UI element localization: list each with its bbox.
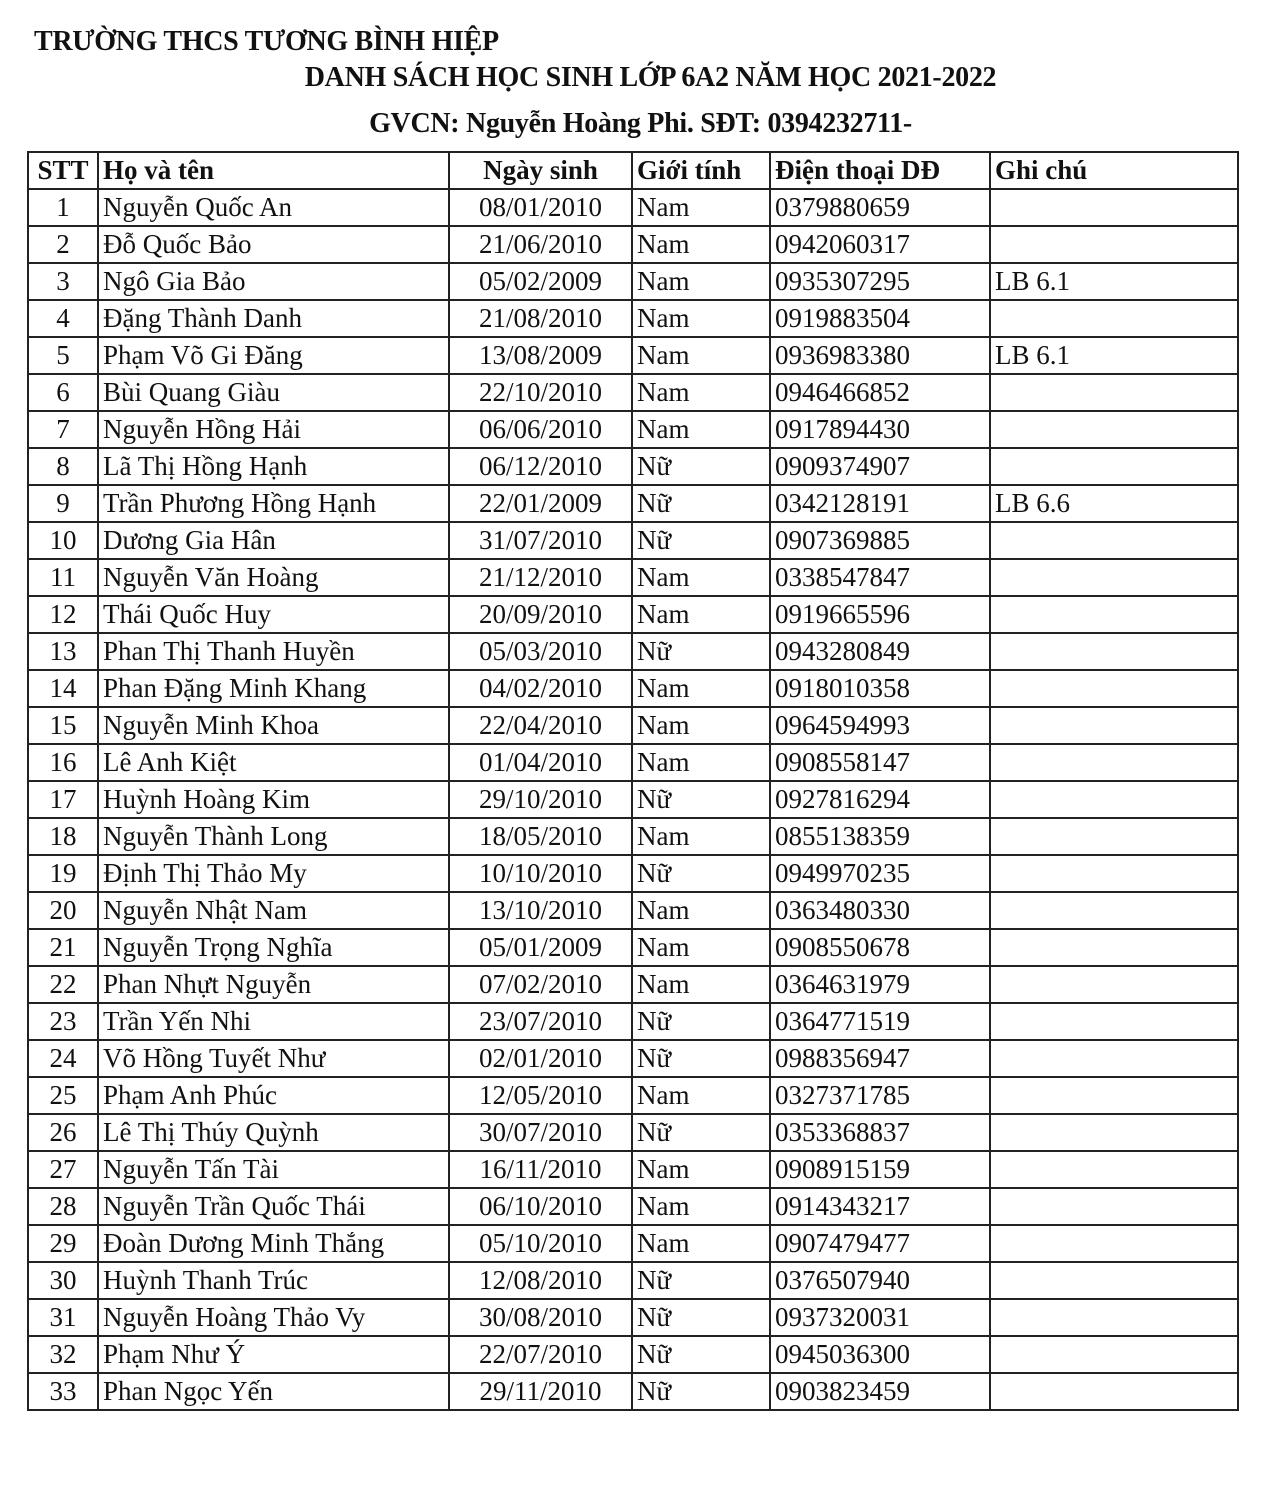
cell-phone: 0988356947 — [770, 1040, 990, 1077]
cell-stt: 14 — [28, 670, 98, 707]
table-row — [28, 1373, 1238, 1410]
table-row — [28, 781, 1238, 818]
table-row — [28, 855, 1238, 892]
table-row — [28, 374, 1238, 411]
cell-stt: 9 — [28, 485, 98, 522]
cell-dob: 05/02/2009 — [449, 263, 632, 300]
cell-note — [990, 522, 1238, 559]
cell-stt: 23 — [28, 1003, 98, 1040]
table-row — [28, 1188, 1238, 1225]
table-row — [28, 189, 1238, 226]
cell-note: LB 6.6 — [990, 485, 1238, 522]
cell-stt: 11 — [28, 559, 98, 596]
table-row — [28, 744, 1238, 781]
table-row — [28, 929, 1238, 966]
cell-stt: 16 — [28, 744, 98, 781]
cell-name: Nguyễn Minh Khoa — [98, 707, 449, 744]
cell-stt: 24 — [28, 1040, 98, 1077]
table-row — [28, 337, 1238, 374]
cell-dob: 05/03/2010 — [449, 633, 632, 670]
cell-note — [990, 1188, 1238, 1225]
cell-gender: Nam — [632, 929, 770, 966]
cell-phone: 0943280849 — [770, 633, 990, 670]
cell-phone: 0946466852 — [770, 374, 990, 411]
cell-name: Đoàn Dương Minh Thắng — [98, 1225, 449, 1262]
cell-gender: Nam — [632, 300, 770, 337]
cell-name: Phan Đặng Minh Khang — [98, 670, 449, 707]
table-row — [28, 1077, 1238, 1114]
cell-stt: 1 — [28, 189, 98, 226]
column-header-dob: Ngày sinh — [449, 152, 632, 189]
cell-gender: Nữ — [632, 522, 770, 559]
cell-dob: 16/11/2010 — [449, 1151, 632, 1188]
cell-note — [990, 1225, 1238, 1262]
cell-gender: Nam — [632, 411, 770, 448]
cell-phone: 0855138359 — [770, 818, 990, 855]
column-header-name: Họ và tên — [98, 152, 449, 189]
cell-gender: Nữ — [632, 1299, 770, 1336]
cell-note — [990, 226, 1238, 263]
table-row — [28, 1225, 1238, 1262]
cell-stt: 4 — [28, 300, 98, 337]
cell-dob: 04/02/2010 — [449, 670, 632, 707]
cell-note — [990, 892, 1238, 929]
cell-dob: 06/06/2010 — [449, 411, 632, 448]
cell-stt: 17 — [28, 781, 98, 818]
cell-note — [990, 1114, 1238, 1151]
cell-note — [990, 300, 1238, 337]
cell-phone: 0942060317 — [770, 226, 990, 263]
cell-gender: Nam — [632, 374, 770, 411]
cell-stt: 21 — [28, 929, 98, 966]
cell-phone: 0909374907 — [770, 448, 990, 485]
cell-note — [990, 781, 1238, 818]
cell-stt: 12 — [28, 596, 98, 633]
cell-stt: 26 — [28, 1114, 98, 1151]
table-row — [28, 1336, 1238, 1373]
cell-name: Định Thị Thảo My — [98, 855, 449, 892]
homeroom-teacher-line: GVCN: Nguyễn Hoàng Phi. SĐT: 0394232711- — [369, 108, 912, 139]
cell-stt: 3 — [28, 263, 98, 300]
cell-gender: Nam — [632, 707, 770, 744]
cell-phone: 0927816294 — [770, 781, 990, 818]
cell-note — [990, 707, 1238, 744]
cell-phone: 0376507940 — [770, 1262, 990, 1299]
cell-dob: 05/01/2009 — [449, 929, 632, 966]
cell-stt: 2 — [28, 226, 98, 263]
cell-stt: 29 — [28, 1225, 98, 1262]
cell-dob: 22/04/2010 — [449, 707, 632, 744]
cell-phone: 0364631979 — [770, 966, 990, 1003]
cell-gender: Nam — [632, 559, 770, 596]
column-header-phone: Điện thoại DĐ — [770, 152, 990, 189]
cell-stt: 30 — [28, 1262, 98, 1299]
cell-dob: 01/04/2010 — [449, 744, 632, 781]
table-row — [28, 226, 1238, 263]
cell-note — [990, 1373, 1238, 1410]
cell-note — [990, 1040, 1238, 1077]
cell-name: Phan Thị Thanh Huyền — [98, 633, 449, 670]
cell-name: Phan Ngọc Yến — [98, 1373, 449, 1410]
cell-stt: 13 — [28, 633, 98, 670]
cell-stt: 22 — [28, 966, 98, 1003]
cell-name: Lê Thị Thúy Quỳnh — [98, 1114, 449, 1151]
cell-phone: 0964594993 — [770, 707, 990, 744]
table-row — [28, 1299, 1238, 1336]
cell-name: Phan Nhựt Nguyễn — [98, 966, 449, 1003]
cell-phone: 0917894430 — [770, 411, 990, 448]
table-row — [28, 522, 1238, 559]
cell-dob: 21/06/2010 — [449, 226, 632, 263]
cell-note — [990, 929, 1238, 966]
cell-stt: 5 — [28, 337, 98, 374]
cell-phone: 0919665596 — [770, 596, 990, 633]
cell-name: Phạm Võ Gi Đăng — [98, 337, 449, 374]
cell-note: LB 6.1 — [990, 263, 1238, 300]
table-row — [28, 707, 1238, 744]
cell-name: Trần Yến Nhi — [98, 1003, 449, 1040]
cell-note — [990, 633, 1238, 670]
cell-phone: 0908558147 — [770, 744, 990, 781]
cell-phone: 0937320031 — [770, 1299, 990, 1336]
table-row — [28, 1040, 1238, 1077]
column-header-gender: Giới tính — [632, 152, 770, 189]
cell-dob: 12/08/2010 — [449, 1262, 632, 1299]
cell-gender: Nam — [632, 189, 770, 226]
cell-note — [990, 966, 1238, 1003]
cell-phone: 0908915159 — [770, 1151, 990, 1188]
cell-gender: Nam — [632, 744, 770, 781]
cell-phone: 0364771519 — [770, 1003, 990, 1040]
cell-name: Nguyễn Trọng Nghĩa — [98, 929, 449, 966]
cell-dob: 23/07/2010 — [449, 1003, 632, 1040]
cell-phone: 0914343217 — [770, 1188, 990, 1225]
cell-gender: Nam — [632, 1188, 770, 1225]
cell-stt: 8 — [28, 448, 98, 485]
cell-dob: 06/12/2010 — [449, 448, 632, 485]
cell-dob: 22/10/2010 — [449, 374, 632, 411]
cell-name: Thái Quốc Huy — [98, 596, 449, 633]
cell-stt: 25 — [28, 1077, 98, 1114]
cell-note — [990, 1299, 1238, 1336]
cell-phone: 0342128191 — [770, 485, 990, 522]
column-header-note: Ghi chú — [990, 152, 1238, 189]
table-row — [28, 1262, 1238, 1299]
cell-note — [990, 670, 1238, 707]
cell-gender: Nam — [632, 596, 770, 633]
cell-name: Dương Gia Hân — [98, 522, 449, 559]
cell-name: Lã Thị Hồng Hạnh — [98, 448, 449, 485]
cell-note: LB 6.1 — [990, 337, 1238, 374]
cell-phone: 0918010358 — [770, 670, 990, 707]
cell-dob: 30/08/2010 — [449, 1299, 632, 1336]
cell-gender: Nữ — [632, 1373, 770, 1410]
cell-name: Nguyễn Tấn Tài — [98, 1151, 449, 1188]
table-row — [28, 966, 1238, 1003]
table-row — [28, 818, 1238, 855]
cell-note — [990, 559, 1238, 596]
cell-name: Huỳnh Hoàng Kim — [98, 781, 449, 818]
cell-stt: 33 — [28, 1373, 98, 1410]
cell-phone: 0935307295 — [770, 263, 990, 300]
cell-name: Nguyễn Văn Hoàng — [98, 559, 449, 596]
table-header-row — [28, 152, 1238, 189]
cell-gender: Nam — [632, 966, 770, 1003]
cell-note — [990, 411, 1238, 448]
cell-note — [990, 448, 1238, 485]
cell-dob: 13/08/2009 — [449, 337, 632, 374]
cell-gender: Nữ — [632, 1114, 770, 1151]
table-row — [28, 485, 1238, 522]
cell-name: Phạm Anh Phúc — [98, 1077, 449, 1114]
cell-dob: 02/01/2010 — [449, 1040, 632, 1077]
cell-dob: 07/02/2010 — [449, 966, 632, 1003]
cell-gender: Nam — [632, 263, 770, 300]
cell-phone: 0363480330 — [770, 892, 990, 929]
cell-note — [990, 596, 1238, 633]
cell-gender: Nữ — [632, 633, 770, 670]
cell-gender: Nam — [632, 226, 770, 263]
cell-phone: 0908550678 — [770, 929, 990, 966]
cell-dob: 13/10/2010 — [449, 892, 632, 929]
table-row — [28, 892, 1238, 929]
student-list-table — [27, 151, 1239, 1411]
cell-gender: Nam — [632, 818, 770, 855]
cell-gender: Nữ — [632, 781, 770, 818]
cell-phone: 0327371785 — [770, 1077, 990, 1114]
cell-note — [990, 818, 1238, 855]
cell-dob: 31/07/2010 — [449, 522, 632, 559]
column-header-stt: STT — [28, 152, 98, 189]
cell-phone: 0379880659 — [770, 189, 990, 226]
cell-note — [990, 744, 1238, 781]
cell-note — [990, 1151, 1238, 1188]
cell-phone: 0919883504 — [770, 300, 990, 337]
cell-gender: Nam — [632, 1077, 770, 1114]
cell-gender: Nữ — [632, 1003, 770, 1040]
cell-phone: 0949970235 — [770, 855, 990, 892]
cell-dob: 22/01/2009 — [449, 485, 632, 522]
cell-dob: 18/05/2010 — [449, 818, 632, 855]
cell-phone: 0903823459 — [770, 1373, 990, 1410]
cell-dob: 12/05/2010 — [449, 1077, 632, 1114]
document-title: DANH SÁCH HỌC SINH LỚP 6A2 NĂM HỌC 2021-2022 — [304, 62, 997, 93]
cell-name: Huỳnh Thanh Trúc — [98, 1262, 449, 1299]
cell-gender: Nữ — [632, 1040, 770, 1077]
cell-name: Lê Anh Kiệt — [98, 744, 449, 781]
cell-phone: 0338547847 — [770, 559, 990, 596]
cell-dob: 29/11/2010 — [449, 1373, 632, 1410]
cell-name: Võ Hồng Tuyết Như — [98, 1040, 449, 1077]
cell-stt: 19 — [28, 855, 98, 892]
cell-gender: Nữ — [632, 1262, 770, 1299]
cell-dob: 20/09/2010 — [449, 596, 632, 633]
cell-stt: 15 — [28, 707, 98, 744]
cell-note — [990, 1336, 1238, 1373]
cell-note — [990, 855, 1238, 892]
cell-phone: 0907479477 — [770, 1225, 990, 1262]
cell-gender: Nữ — [632, 1336, 770, 1373]
cell-dob: 29/10/2010 — [449, 781, 632, 818]
cell-stt: 20 — [28, 892, 98, 929]
cell-note — [990, 189, 1238, 226]
cell-note — [990, 1262, 1238, 1299]
cell-name: Nguyễn Hồng Hải — [98, 411, 449, 448]
cell-name: Đặng Thành Danh — [98, 300, 449, 337]
cell-stt: 28 — [28, 1188, 98, 1225]
cell-dob: 06/10/2010 — [449, 1188, 632, 1225]
table-row — [28, 633, 1238, 670]
cell-dob: 22/07/2010 — [449, 1336, 632, 1373]
cell-dob: 21/12/2010 — [449, 559, 632, 596]
table-row — [28, 263, 1238, 300]
cell-name: Bùi Quang Giàu — [98, 374, 449, 411]
cell-dob: 30/07/2010 — [449, 1114, 632, 1151]
cell-phone: 0353368837 — [770, 1114, 990, 1151]
table-row — [28, 559, 1238, 596]
cell-stt: 27 — [28, 1151, 98, 1188]
cell-dob: 05/10/2010 — [449, 1225, 632, 1262]
cell-name: Phạm Như Ý — [98, 1336, 449, 1373]
cell-name: Trần Phương Hồng Hạnh — [98, 485, 449, 522]
cell-stt: 31 — [28, 1299, 98, 1336]
cell-name: Nguyễn Thành Long — [98, 818, 449, 855]
cell-dob: 10/10/2010 — [449, 855, 632, 892]
cell-name: Nguyễn Quốc An — [98, 189, 449, 226]
cell-name: Ngô Gia Bảo — [98, 263, 449, 300]
cell-phone: 0945036300 — [770, 1336, 990, 1373]
table-row — [28, 596, 1238, 633]
table-row — [28, 670, 1238, 707]
cell-stt: 32 — [28, 1336, 98, 1373]
cell-name: Đỗ Quốc Bảo — [98, 226, 449, 263]
cell-note — [990, 1003, 1238, 1040]
table-row — [28, 411, 1238, 448]
table-row — [28, 1114, 1238, 1151]
cell-gender: Nam — [632, 892, 770, 929]
school-name: TRƯỜNG THCS TƯƠNG BÌNH HIỆP — [34, 26, 499, 57]
cell-stt: 7 — [28, 411, 98, 448]
cell-gender: Nam — [632, 337, 770, 374]
cell-gender: Nam — [632, 1151, 770, 1188]
cell-stt: 18 — [28, 818, 98, 855]
cell-gender: Nữ — [632, 448, 770, 485]
cell-gender: Nam — [632, 670, 770, 707]
cell-gender: Nữ — [632, 485, 770, 522]
cell-dob: 08/01/2010 — [449, 189, 632, 226]
table-row — [28, 448, 1238, 485]
table-row — [28, 1003, 1238, 1040]
cell-phone: 0936983380 — [770, 337, 990, 374]
cell-note — [990, 1077, 1238, 1114]
cell-stt: 10 — [28, 522, 98, 559]
cell-phone: 0907369885 — [770, 522, 990, 559]
cell-gender: Nữ — [632, 855, 770, 892]
cell-gender: Nam — [632, 1225, 770, 1262]
cell-stt: 6 — [28, 374, 98, 411]
table-row — [28, 300, 1238, 337]
cell-name: Nguyễn Hoàng Thảo Vy — [98, 1299, 449, 1336]
cell-name: Nguyễn Trần Quốc Thái — [98, 1188, 449, 1225]
cell-note — [990, 374, 1238, 411]
table-row — [28, 1151, 1238, 1188]
cell-name: Nguyễn Nhật Nam — [98, 892, 449, 929]
cell-dob: 21/08/2010 — [449, 300, 632, 337]
